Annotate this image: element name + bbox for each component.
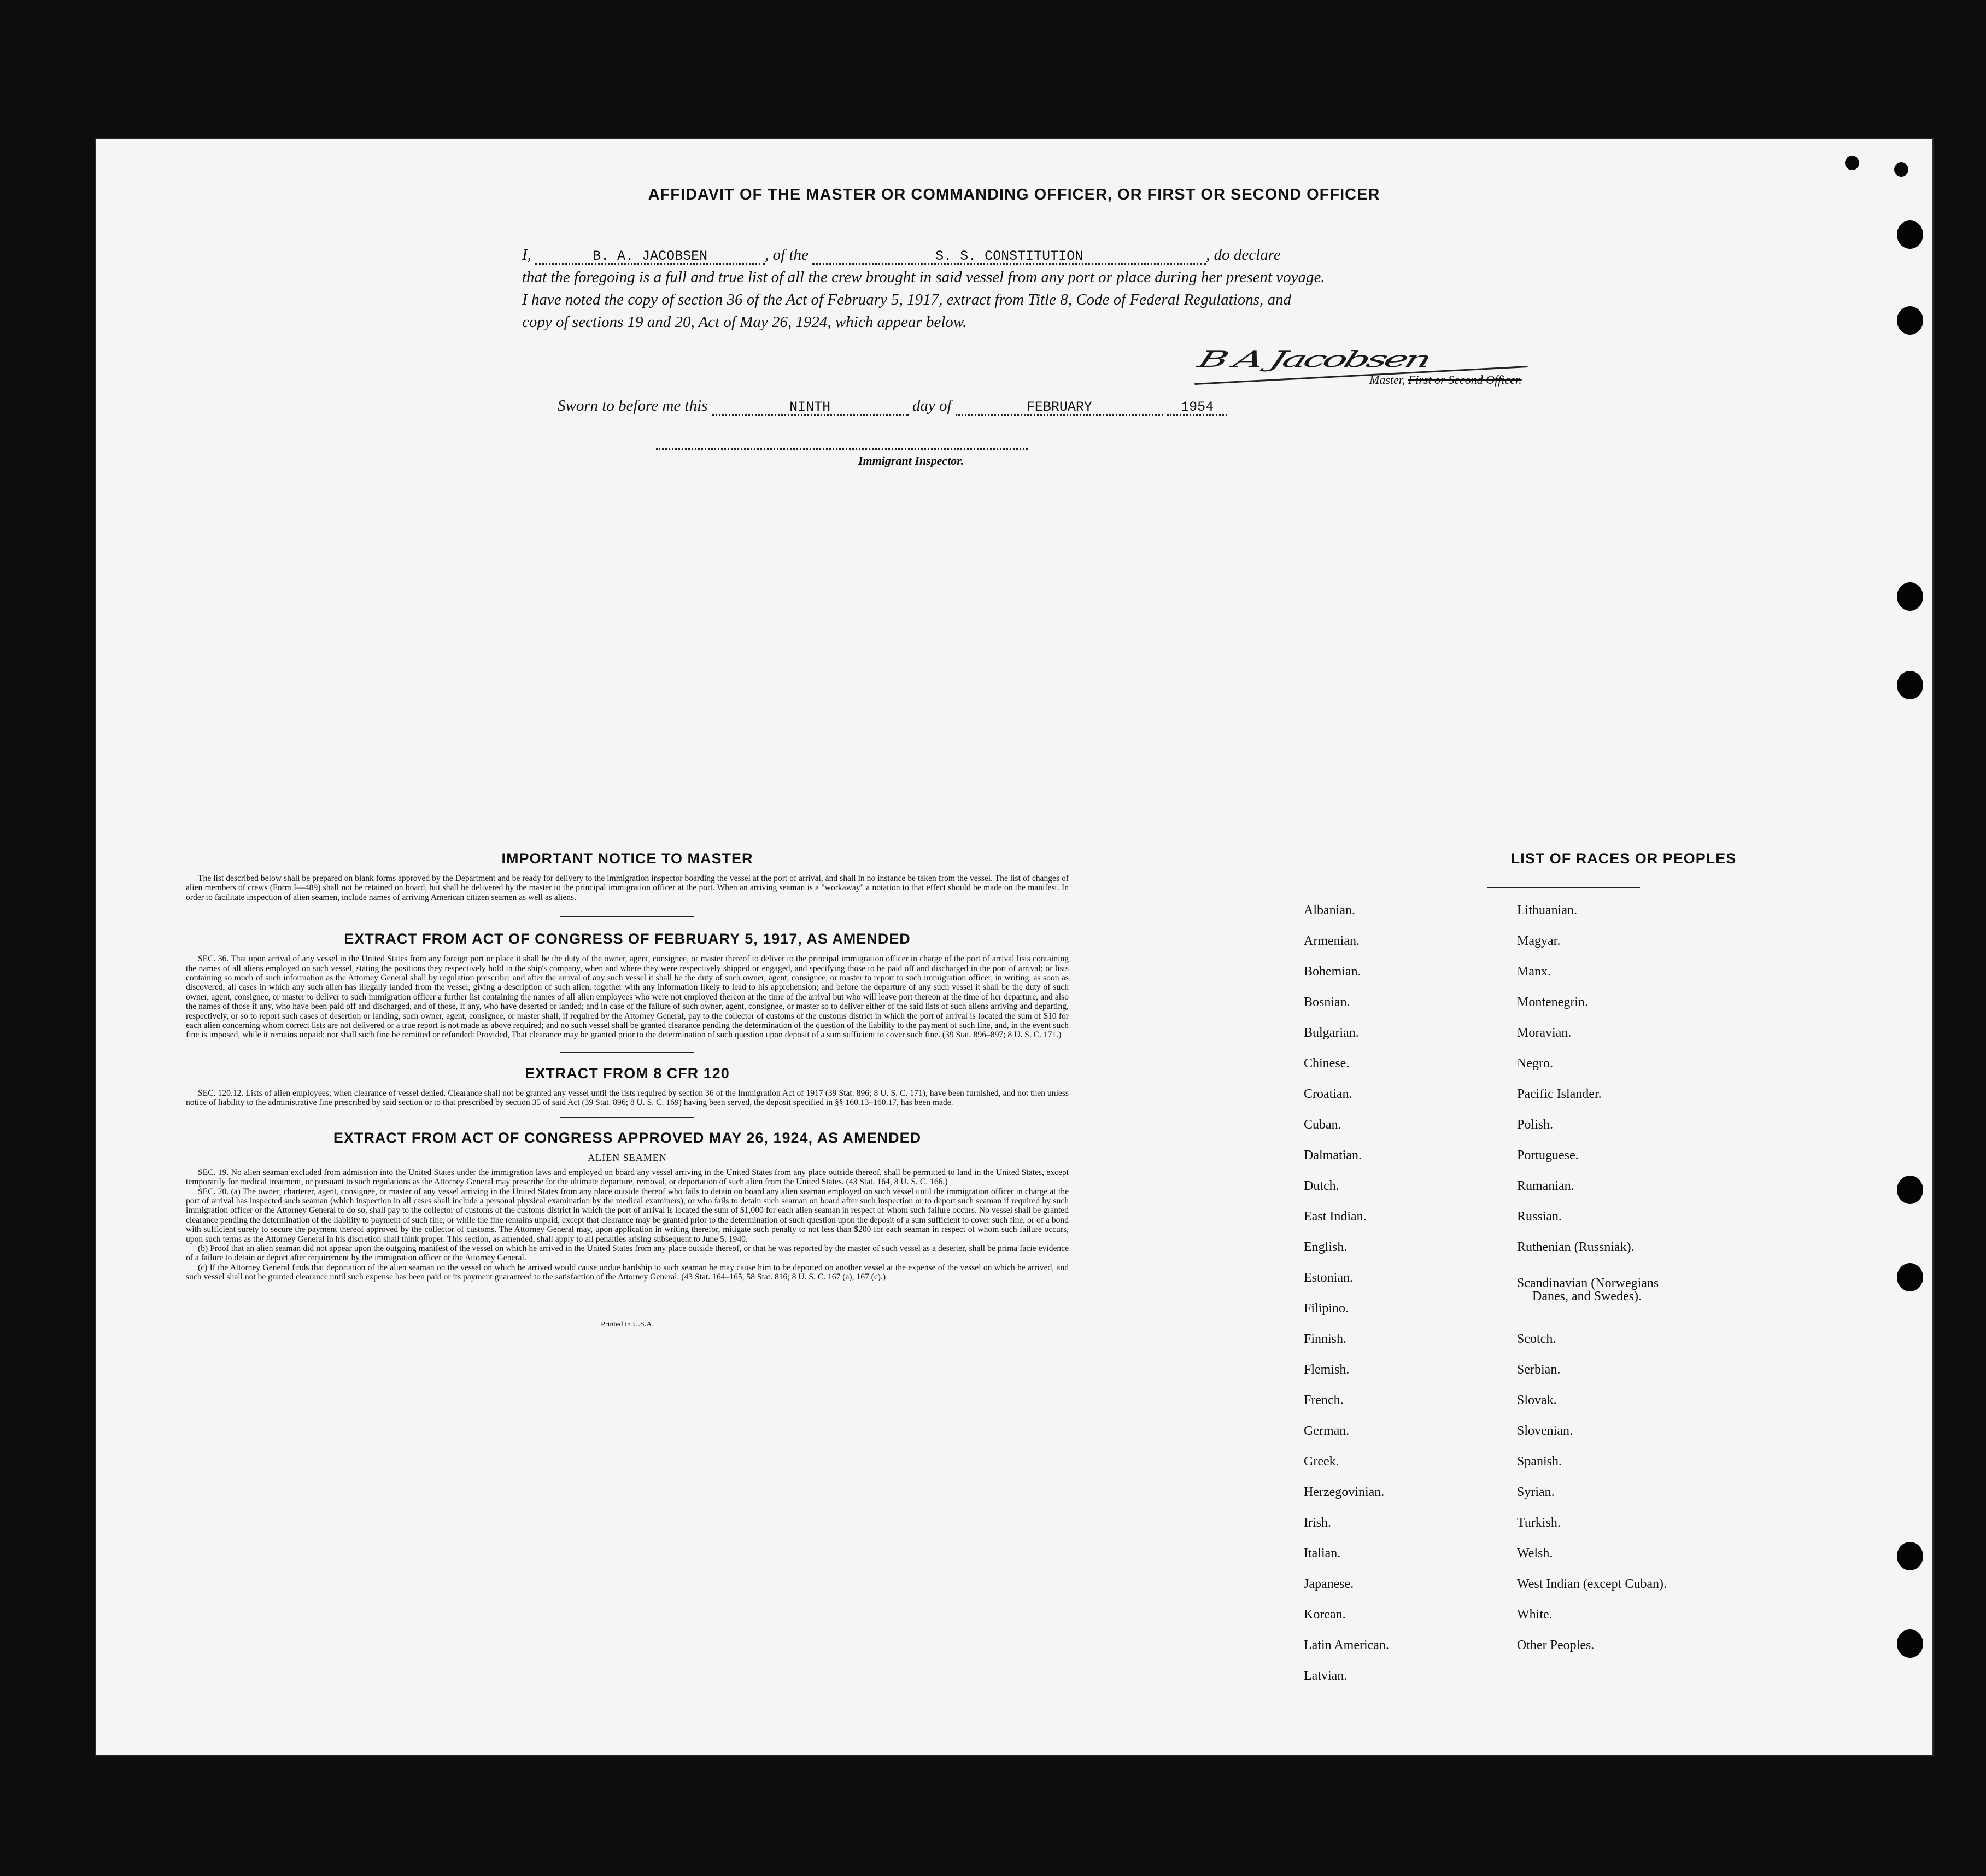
race-item: Welsh. (1517, 1546, 1553, 1561)
section-divider (560, 1052, 694, 1053)
of-the-label: , of the (765, 246, 809, 264)
affidavit-line-4: copy of sections 19 and 20, Act of May 26, 1924, which appear below. (522, 313, 967, 331)
race-item: Flemish. (1304, 1363, 1350, 1377)
extract-1917-title: EXTRACT FROM ACT OF CONGRESS OF FEBRUARY 5, 1917, AS AMENDED (344, 931, 911, 948)
race-item: Italian. (1304, 1546, 1341, 1561)
inspector-label: Immigrant Inspector. (858, 454, 964, 467)
punch-hole (1897, 306, 1923, 335)
race-item: Croatian. (1304, 1087, 1352, 1101)
section-20c-paragraph: (c) If the Attorney General finds that deportation of the alien seaman on the vessel on which he arrived would cause undue hardship to such seaman he may cause him to be deported on another vessel at the expense of the vessel on which he arrived, and such vessel shall not be granted clearance until such expense has been paid or its payment guaranteed to the satisfaction of the Attorney General. (43 Stat. 164–165, 58 Stat. 816; 8 U. S. C. 167 (a), 167 (c).) (186, 1263, 1069, 1282)
affidavit-i: I, (522, 246, 531, 264)
race-item: Scotch. (1517, 1332, 1556, 1346)
race-item: Slovenian. (1517, 1424, 1573, 1438)
notice-title: IMPORTANT NOTICE TO MASTER (501, 850, 753, 867)
sworn-month-field: FEBRUARY (956, 400, 1163, 416)
race-item: Manx. (1517, 965, 1551, 979)
extract-cfr-title: EXTRACT FROM 8 CFR 120 (525, 1065, 730, 1082)
race-item: Russian. (1517, 1209, 1562, 1224)
race-item: Japanese. (1304, 1577, 1354, 1591)
race-item: Spanish. (1517, 1454, 1562, 1469)
race-item: Bulgarian. (1304, 1026, 1359, 1040)
race-item: West Indian (except Cuban). (1517, 1577, 1667, 1591)
race-item: Portuguese. (1517, 1148, 1579, 1162)
race-item: English. (1304, 1240, 1348, 1254)
race-item: Irish. (1304, 1516, 1331, 1530)
vessel-name-field: S. S. CONSTITUTION (812, 249, 1206, 265)
affidavit-line-3: I have noted the copy of section 36 of the Act of February 5, 1917, extract from Title 8, Code of Federal Regulations, and (522, 291, 1292, 308)
race-item: Korean. (1304, 1608, 1346, 1622)
race-item-line: Danes, and Swedes). (1532, 1289, 1642, 1304)
section-divider (560, 916, 694, 917)
race-item: Syrian. (1517, 1485, 1555, 1499)
signature-caption (1369, 373, 1522, 387)
extract-1924-body (186, 1168, 1069, 1282)
notice-column (186, 850, 1069, 1329)
extract-cfr-body (186, 1089, 1069, 1108)
corner-hole-mark (1894, 162, 1908, 177)
race-item: Herzegovinian. (1304, 1485, 1385, 1499)
day-of-label: day of (912, 397, 952, 414)
race-item: Turkish. (1517, 1516, 1561, 1530)
caption-master: Master, (1369, 373, 1405, 387)
section-20a-paragraph: SEC. 20. (a) The owner, charterer, agent, consignee, or master of any vessel arriving in the United States from any place outside thereof who fails to detain on board any alien seaman employed on such vessel until the immigration officer in charge at the port of arrival has inspected such seaman (which inspection in all cases shall include a personal physical examination by the medical examiners), or who fails to detain such seaman on board after such inspection or to deport such seaman if required by such immigration officer or the Attorney General to do so, shall pay to the collector of customs of the customs district in which the port of arrival is located the sum of $1,000 for each alien seaman in respect of whom such failure occurs. No vessel shall be granted clearance pending the determination of the liability to payment of such fine, or while the fine remains unpaid, except that clearance may be granted prior to the determination of such question upon the deposit of a sum sufficient to cover such fine, or of a bond with sufficient surety to secure the payment thereof approved by the collector of customs. The Attorney General may, upon application in writing therefor, mitigate such penalty to not less than $200 for each seaman in respect of whom such failure occurs, upon such terms as the Attorney General in his discretion shall think proper. This section, as amended, shall apply to all penalties arising subsequent to June 5, 1940. (186, 1187, 1069, 1244)
section-divider (560, 1117, 694, 1118)
race-item: East Indian. (1304, 1209, 1367, 1224)
races-title-underline (1487, 887, 1640, 888)
sworn-day-field: NINTH (712, 400, 909, 416)
races-list-title: LIST OF RACES OR PEOPLES (1510, 850, 1737, 867)
race-item: Dalmatian. (1304, 1148, 1362, 1162)
race-item: White. (1517, 1608, 1553, 1622)
race-item: Slovak. (1517, 1393, 1557, 1407)
race-item: Montenegrin. (1517, 995, 1588, 1009)
form-page (96, 139, 1932, 1755)
punch-hole (1897, 1542, 1923, 1570)
printed-in-usa: Printed in U.S.A. (601, 1320, 654, 1329)
race-item-line: Scandinavian (Norwegians (1517, 1276, 1659, 1290)
punch-hole (1897, 1263, 1923, 1291)
race-item-scandinavian (1517, 1277, 1659, 1303)
section-36-paragraph: SEC. 36. That upon arrival of any vessel in the United States from any foreign port or place it shall be the duty of the owner, agent, consignee, or master thereof to deliver to the principal immigration officer in charge of the port of arrival lists containing the names of all aliens employed on such vessel, stating the positions they respectively hold in the ship's company, when and where they were respectively shipped or engaged, and specifying those to be paid off and discharged in the port of arrival; or lists containing so much of such information as the Attorney General shall by regulation prescribe; and after the arrival of any such vessel it shall be the duty of such owner, agent, consignee, or master to report to such immigration officer, in writing, as soon as discovered, all cases in which any such alien has illegally landed from the vessel, giving a description of such alien, together with any information likely to lead to his apprehension; and before the departure of any such vessel it shall be the duty of such owner, agent, consignee, or master to deliver to such immigration officer a further list containing the names of all alien employees who were not employed thereon at the time of the arrival but who will leave port thereon at the time of her departure, and also the names of those if any, who have been paid off and discharged, and of those, if any, who have deserted or landed; and in case of the failure of such owner, agent, consignee, or master so to deliver either of the said lists of such aliens arriving and departing, respectively, or so to report such cases of desertion or landing, such owner, agent, consignee, or master shall, if required by the Attorney General, pay to the collector of customs of the customs district in which the port of arrival is located the sum of $10 for each alien concerning whom correct lists are not delivered or a true report is not made as above required; and no such vessel shall be granted clearance pending the determination of the question of the liability to the payment of such fine, and, in the event such fine is imposed, while it remains unpaid; nor shall such fine be remitted or refunded: Provided, That clearance may be granted prior to the determination of such question upon deposit of a sum sufficient to cover such fine. (39 Stat. 896–897; 8 U. S. C. 171.) (186, 954, 1069, 1040)
race-item: Albanian. (1304, 903, 1355, 917)
master-name-field: B. A. JACOBSEN (535, 249, 765, 265)
race-item: Greek. (1304, 1454, 1339, 1469)
race-item: Rumanian. (1517, 1179, 1574, 1193)
section-120-12-paragraph: SEC. 120.12. Lists of alien employees; when clearance of vessel denied. Clearance shall not be granted any vessel until the lists required by section 36 of the Immigration Act of 1917 (39 Stat. 896; 8 U. S. C. 171), have been furnished, and not then unless notice of liability to the administrative fine prescribed by said section or to that prescribed by section 35 of said Act (39 Stat. 896; 8 U. S. C. 169) having been served, the deposit specified in §§ 160.13–160.17, has been made. (186, 1088, 1069, 1108)
race-item: Bosnian. (1304, 995, 1350, 1009)
race-item: Latvian. (1304, 1669, 1348, 1683)
race-item: Magyar. (1517, 934, 1561, 948)
race-item: Negro. (1517, 1056, 1553, 1071)
affidavit-line-1 (522, 246, 1281, 265)
race-item: Lithuanian. (1517, 903, 1577, 917)
sworn-label: Sworn to before me this (558, 397, 708, 414)
race-item: Pacific Islander. (1517, 1087, 1602, 1101)
race-item: Bohemian. (1304, 965, 1361, 979)
race-item: Polish. (1517, 1118, 1554, 1132)
extract-1924-title: EXTRACT FROM ACT OF CONGRESS APPROVED MAY 26, 1924, AS AMENDED (333, 1129, 922, 1146)
notice-body (186, 874, 1069, 902)
alien-seamen-subtitle: ALIEN SEAMEN (588, 1152, 667, 1163)
race-item: German. (1304, 1424, 1350, 1438)
race-item: Chinese. (1304, 1056, 1350, 1071)
do-declare-label: , do declare (1206, 246, 1281, 264)
race-item: Filipino. (1304, 1301, 1349, 1316)
sworn-year-field: 1954 (1167, 400, 1227, 416)
notice-paragraph: The list described below shall be prepared on blank forms approved by the Department and be ready for delivery to the immigration inspector boarding the vessel at the port of arrival, and shall in no instance be taken from the vessel. The list of changes of alien members of crews (Form I—489) shall not be retained on board, but shall be delivered by the master to the principal immigration officer at the port. When an arriving seaman is a "workaway" a notation to that effect should be made on the manifest. In order to facilitate inspection of alien seamen, include names of arriving American citizen seamen as well as aliens. (186, 874, 1069, 902)
race-item: Ruthenian (Russniak). (1517, 1240, 1635, 1254)
punch-hole (1897, 1176, 1923, 1204)
race-item: Serbian. (1517, 1363, 1561, 1377)
race-item: Finnish. (1304, 1332, 1347, 1346)
race-item: Cuban. (1304, 1118, 1341, 1132)
punch-hole (1897, 671, 1923, 699)
sworn-line (558, 397, 1227, 416)
master-signature: B A Jacobsen (1194, 346, 1432, 372)
punch-hole (1897, 220, 1923, 249)
race-item: Estonian. (1304, 1271, 1353, 1285)
section-19-paragraph: SEC. 19. No alien seaman excluded from admission into the United States under the immigration laws and employed on board any vessel arriving in the United States from any place outside thereof, shall be permitted to land in the United States, except temporarily for medical treatment, or pursuant to such regulations as the Attorney General may prescribe for the ultimate departure, removal, or deportation of such alien from the United States. (43 Stat. 164, 8 U. S. C. 166.) (186, 1167, 1069, 1187)
corner-hole-mark (1845, 156, 1859, 170)
section-20b-paragraph: (b) Proof that an alien seaman did not appear upon the outgoing manifest of the vessel on which he arrived in the United States from any place outside thereof, or that he was reported by the master of such vessel as a deserter, shall be prima facie evidence of a failure to detain or deport after requirement by the immigration officer or the Attorney General. (186, 1243, 1069, 1263)
inspector-signature-line (656, 448, 1028, 450)
race-item: Dutch. (1304, 1179, 1339, 1193)
affidavit-line-2: that the foregoing is a full and true list of all the crew brought in said vessel from any port or place during her present voyage. (522, 268, 1325, 286)
caption-struck-officer: First or Second Officer. (1408, 373, 1522, 387)
affidavit-title: AFFIDAVIT OF THE MASTER OR COMMANDING OFFICER, OR FIRST OR SECOND OFFICER (648, 186, 1380, 203)
race-item: Moravian. (1517, 1026, 1572, 1040)
punch-hole (1897, 582, 1923, 611)
punch-hole (1897, 1629, 1923, 1658)
race-item: French. (1304, 1393, 1344, 1407)
race-item: Other Peoples. (1517, 1638, 1595, 1652)
race-item: Armenian. (1304, 934, 1360, 948)
extract-1917-body (186, 954, 1069, 1040)
race-item: Latin American. (1304, 1638, 1389, 1652)
